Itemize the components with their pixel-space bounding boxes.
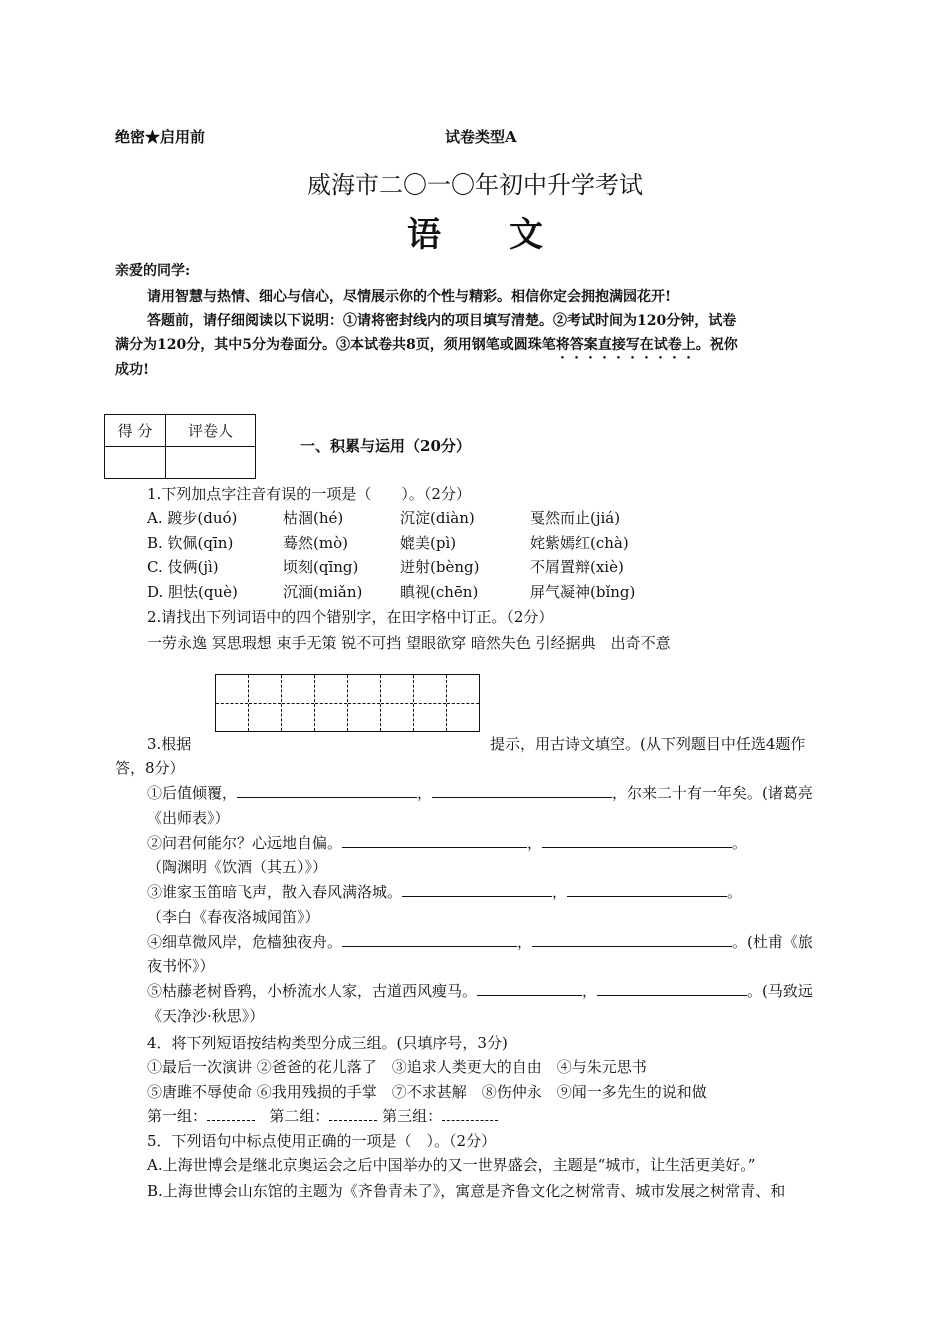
question-3-a: 3.根据 <box>147 735 192 753</box>
q1-option-cell: 戛然而止(jiá) <box>530 509 621 527</box>
confidential-label: 绝密★启用前 <box>115 128 206 146</box>
q3-source-cont: 《出师表》） <box>147 808 230 827</box>
score-cell[interactable] <box>105 447 166 479</box>
group-2-blank[interactable] <box>329 1106 377 1121</box>
q1-option-cell: C. 伎俩(jì) <box>147 558 219 577</box>
q3-source: 。(马致远 <box>747 982 813 1000</box>
intro-line: 答题前，请仔细阅读以下说明：①请将密封线内的项目填写清楚。②考试时间为120分钟，试卷 <box>147 313 737 329</box>
tian-grid[interactable] <box>215 674 480 732</box>
group-1-label: 第一组： <box>147 1107 208 1125</box>
group-3-label: 第三组： <box>382 1107 443 1125</box>
question-3-b: 提示，用古诗文填空。(从下列题目中任选4题作 <box>490 735 806 753</box>
intro-text: 满分为120分，其中5分为卷面分。③本试卷共8页，须用钢笔或圆珠笔 <box>115 337 556 353</box>
q3-item <box>147 783 813 803</box>
q3-separator: ， <box>517 932 533 951</box>
q3-item <box>147 932 813 952</box>
intro-text: 。祝你 <box>695 337 738 353</box>
group-1-blank[interactable] <box>207 1106 255 1121</box>
q3-source-cont: （李白《春夜洛城闻笛》） <box>147 907 320 926</box>
answer-blank[interactable] <box>567 882 727 897</box>
q1-option-cell: 不屑置辩(xiè) <box>530 558 624 577</box>
score-table <box>104 414 256 479</box>
grader-header: 评卷人 <box>166 415 256 447</box>
group-2-label: 第二组： <box>269 1107 330 1125</box>
q3-prompt: ②问君何能尔？心远地自偏。 <box>147 833 343 852</box>
question-2: 2.请找出下列词语中的四个错别字，在田字格中订正。（2分） <box>147 608 554 626</box>
answer-blank[interactable] <box>477 981 582 996</box>
answer-blank[interactable] <box>542 833 732 848</box>
question-3-c: 答，8分） <box>115 759 185 777</box>
section-heading: 一、积累与运用（20分） <box>300 437 471 455</box>
emphasized-text: 将答案直接写在试卷上 <box>555 337 696 353</box>
q3-source: 。(杜甫《旅 <box>732 932 813 951</box>
question-1: 1.下列加点字注音有误的一项是（ ）。（2分） <box>147 485 471 503</box>
q3-source: ，尔来二十有一年矣。(诸葛亮 <box>612 784 813 802</box>
q3-separator: ， <box>527 833 543 852</box>
q1-option-cell: 蓦然(mò) <box>283 533 348 552</box>
grid-cell[interactable] <box>348 675 381 731</box>
q3-item <box>147 833 747 853</box>
q3-source: 。 <box>732 833 748 852</box>
q1-option-cell: D. 胆怯(què) <box>147 583 238 602</box>
q1-option-cell: 媲美(pì) <box>400 533 457 552</box>
grid-cell[interactable] <box>315 675 348 731</box>
q1-option-cell: 沉湎(miǎn) <box>283 583 363 602</box>
greeting: 亲爱的同学: <box>115 263 191 279</box>
grid-cell[interactable] <box>249 675 282 731</box>
q3-separator: ， <box>552 883 568 901</box>
q3-source-cont: 夜书怀》） <box>147 957 215 975</box>
grader-cell[interactable] <box>166 447 256 479</box>
question-4: 4．将下列短语按结构类型分成三组。(只填序号，3分) <box>147 1034 508 1052</box>
q1-option-cell: B. 钦佩(qīn) <box>147 533 234 552</box>
q1-option-cell: 顷刻(qīng) <box>283 558 359 577</box>
grid-cell[interactable] <box>447 675 479 731</box>
subject-title: 语 文 <box>407 215 543 255</box>
grid-cell[interactable] <box>381 675 414 731</box>
grid-cell[interactable] <box>216 675 249 731</box>
q1-option-cell: 姹紫嫣红(chà) <box>530 533 629 552</box>
question-4-options: ⑤唐雎不辱使命 ⑥我用残损的手掌 ⑦不求甚解 ⑧伤仲永 ⑨闻一多先生的说和做 <box>147 1083 707 1101</box>
answer-blank[interactable] <box>432 783 612 798</box>
group-3-blank[interactable] <box>442 1106 498 1121</box>
q1-option-cell: 枯涸(hé) <box>283 509 344 527</box>
q3-source: 。 <box>727 883 743 901</box>
answer-blank[interactable] <box>402 882 552 897</box>
q3-prompt: ④细草微风岸，危樯独夜舟。 <box>147 932 343 951</box>
intro-line: 请用智慧与热情、细心与信心，尽情展示你的个性与精彩。相信你定会拥抱满园花开! <box>147 289 672 305</box>
answer-blank[interactable] <box>532 932 732 947</box>
answer-blank[interactable] <box>342 932 517 947</box>
q1-option-cell: A. 踱步(duó) <box>147 509 238 527</box>
score-header: 得 分 <box>105 415 166 447</box>
q3-separator: ， <box>417 784 433 802</box>
q3-source-cont: 《天净沙·秋思》） <box>147 1006 265 1025</box>
question-4-options: ①最后一次演讲 ②爸爸的花儿落了 ③追求人类更大的自由 ④与朱元思书 <box>147 1058 647 1076</box>
q1-option-cell: 屏气凝神(bǐng) <box>530 583 636 602</box>
question-4-groups <box>147 1106 498 1126</box>
grid-cell[interactable] <box>282 675 315 731</box>
intro-line: 成功! <box>115 362 150 378</box>
question-5: 5．下列语句中标点使用正确的一项是（ ）。（2分） <box>147 1132 497 1150</box>
answer-blank[interactable] <box>342 833 527 848</box>
q3-prompt: ⑤枯藤老树昏鸦，小桥流水人家，古道西风瘦马。 <box>147 982 478 1000</box>
exam-title: 威海市二〇一〇年初中升学考试 <box>307 171 643 199</box>
q3-separator: ， <box>582 982 598 1000</box>
q1-option-cell: 迸射(bèng) <box>400 558 480 577</box>
q3-item <box>147 981 813 1001</box>
question-2-words: 一劳永逸 冥思瑕想 束手无策 锐不可挡 望眼欲穿 暗然失色 引经据典 出奇不意 <box>147 634 671 652</box>
question-5-option-b: B.上海世博会山东馆的主题为《齐鲁青未了》，寓意是齐鲁文化之树常青、城市发展之树常青、和 <box>147 1182 786 1200</box>
answer-blank[interactable] <box>237 783 417 798</box>
q1-option-cell: 瞋视(chēn) <box>400 583 479 602</box>
intro-line <box>115 335 738 362</box>
q3-prompt: ③谁家玉笛暗飞声，散入春风满洛城。 <box>147 883 403 901</box>
answer-blank[interactable] <box>597 981 747 996</box>
paper-type-label: 试卷类型A <box>445 128 517 146</box>
q3-source-cont: （陶渊明《饮酒（其五）》） <box>147 858 328 876</box>
question-5-option-a: A.上海世博会是继北京奥运会之后中国举办的又一世界盛会，主题是“城市，让生活更美好。” <box>147 1156 756 1174</box>
grid-cell[interactable] <box>414 675 447 731</box>
q3-prompt: ①后值倾覆， <box>147 784 238 802</box>
q1-option-cell: 沉淀(diàn) <box>400 509 475 527</box>
q3-item <box>147 882 742 902</box>
